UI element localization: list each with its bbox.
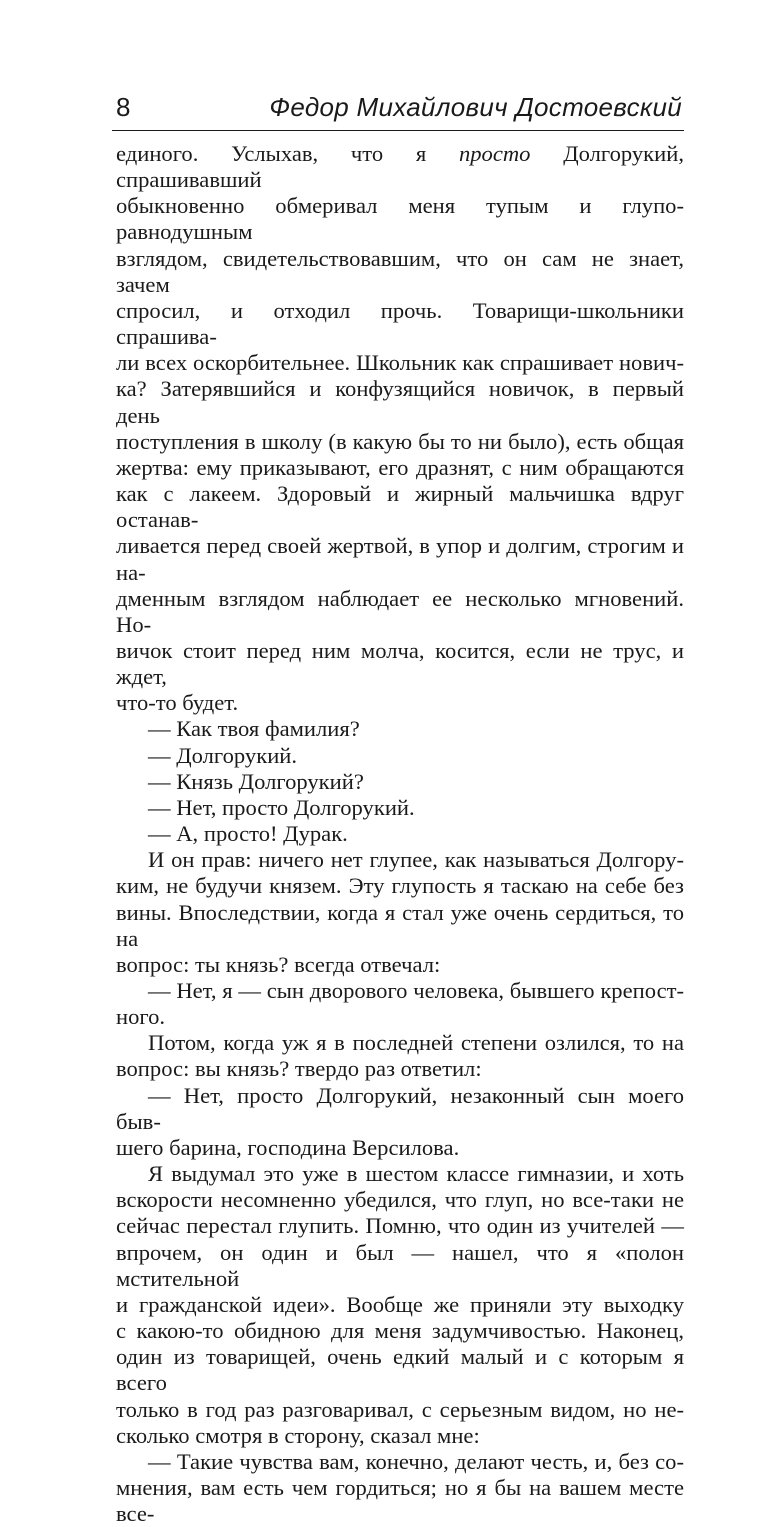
text-line: единого. Услыхав, что я просто Долгорукий, спрашивавший [116,141,684,193]
text-line: с какою-то обидною для меня задумчивостью. Наконец, [116,1318,684,1344]
text-line: сейчас перестал глупить. Помню, что один из учителей — [116,1213,684,1239]
text-line: ка? Затерявшийся и конфузящийся новичок, в первый день [116,376,684,428]
text-line: ного. [116,1004,166,1030]
dialogue-line: — Князь Долгорукий? [148,768,364,794]
dialogue-line: — Как твоя фамилия? [148,716,360,742]
body-text [116,141,684,1527]
text-line: вины. Впоследствии, когда я стал уже очень сердиться, то на [116,899,684,951]
dialogue-line: — Такие чувства вам, конечно, делают честь, и, без со- [148,1448,684,1474]
text-line: обыкновенно обмеривал меня тупым и глупо-равнодушным [116,193,684,245]
text-line: спросил, и отходил прочь. Товарищи-школьники спрашива- [116,297,684,350]
text-line: Я выдумал это уже в шестом классе гимназии, и хоть [148,1161,684,1187]
dialogue-line: — Нет, просто Долгорукий. [148,794,415,820]
text-line: ли всех оскорбительнее. Школьник как спрашивает нович- [116,350,684,376]
text-line: дменным взглядом наблюдает ее несколько мгновений. Но- [116,585,684,637]
text-line: только в год раз разговаривал, с серьезным видом, но не- [116,1396,684,1422]
text-line: и гражданской идеи». Вообще же приняли эту выходку [116,1291,684,1317]
text-line: поступления в школу (в какую бы то ни было), есть общая [116,428,684,454]
text-line: вскорости несомненно убедился, что глуп, но все-таки не [116,1187,684,1213]
text-line: шего барина, господина Версилова. [116,1134,460,1160]
text-line: И он прав: ничего нет глупее, как называться Долгору- [148,847,684,873]
text-line: впрочем, он один и был — нашел, что я «полон мстительной [116,1239,684,1291]
text-line: сколько смотря в сторону, сказал мне: [116,1422,480,1448]
text-line: жертва: ему приказывают, его дразнят, с ним обращаются [116,454,684,480]
running-head-author: Федор Михайлович Достоевский [269,92,682,122]
dialogue-line: — Нет, просто Долгорукий, незаконный сын моего быв- [116,1082,684,1134]
text-line: ливается перед своей жертвой, в упор и долгим, строгим и на- [116,533,684,585]
page-number: 8 [116,92,131,122]
text-line: Потом, когда уж я в последней степени озлился, то на [148,1030,684,1056]
text-line: вопрос: вы князь? твердо раз ответил: [116,1056,482,1082]
text-line: вичок стоит перед ним молча, косится, если не трус, и ждет, [116,637,684,690]
emphasis-prosto: просто [458,141,531,166]
dialogue-line: — Нет, я — сын дворового человека, бывшего крепост- [148,978,684,1003]
text-line: взглядом, свидетельствовавшим, что он сам не знает, зачем [116,245,684,297]
text-line: как с лакеем. Здоровый и жирный мальчишка вдруг останав- [116,481,684,533]
text-line: ким, не будучи князем. Эту глупость я таскаю на себе без [116,873,684,899]
text-line: что-то будет. [116,690,239,716]
text-line: мнения, вам есть чем гордиться; но я бы на вашем месте все- [116,1474,684,1527]
text-line: один из товарищей, очень едкий малый и с которым я всего [116,1344,684,1396]
text-line: вопрос: ты князь? всегда отвечал: [116,951,441,977]
dialogue-line: — А, просто! Дурак. [148,821,348,847]
dialogue-line: — Долгорукий. [148,742,298,768]
page-header [112,90,684,131]
